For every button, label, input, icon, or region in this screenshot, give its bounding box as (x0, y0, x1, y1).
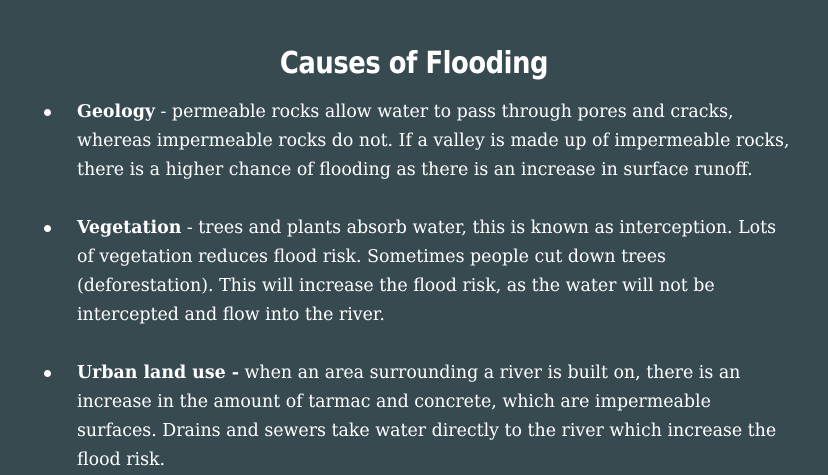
bullet-dot-icon (44, 370, 51, 377)
bullet-item-vegetation (44, 214, 792, 330)
bullet-term: Urban land use - (77, 363, 239, 383)
bullet-text: - permeable rocks allow water to pass through pores and cracks, whereas impermeable rocks do not. If a valley is made up of impermeable rocks, there is a higher chance of flooding as there is an increase in surface runoff. (77, 102, 790, 180)
bullet-item-geology (44, 98, 792, 185)
slide-title: Causes of Flooding (279, 46, 549, 81)
bullet-list (44, 98, 792, 475)
bullet-text: - trees and plants absorb water, this is known as interception. Lots of vegetation reduces flood risk. Sometimes people cut down trees (deforestation). This will increase the flood risk, as the water will not be intercepted and flow into the river. (77, 218, 777, 325)
bullet-text: when an area surrounding a river is built on, there is an increase in the amount of tarmac and concrete, which are impermeable surfaces. Drains and sewers take water directly to the river which increase the flood risk. (77, 363, 777, 470)
bullet-dot-icon (44, 109, 51, 116)
bullet-term: Geology (77, 102, 155, 122)
bullet-item-urban-land-use (44, 359, 792, 475)
bullet-term: Vegetation (77, 218, 182, 238)
bullet-dot-icon (44, 225, 51, 232)
